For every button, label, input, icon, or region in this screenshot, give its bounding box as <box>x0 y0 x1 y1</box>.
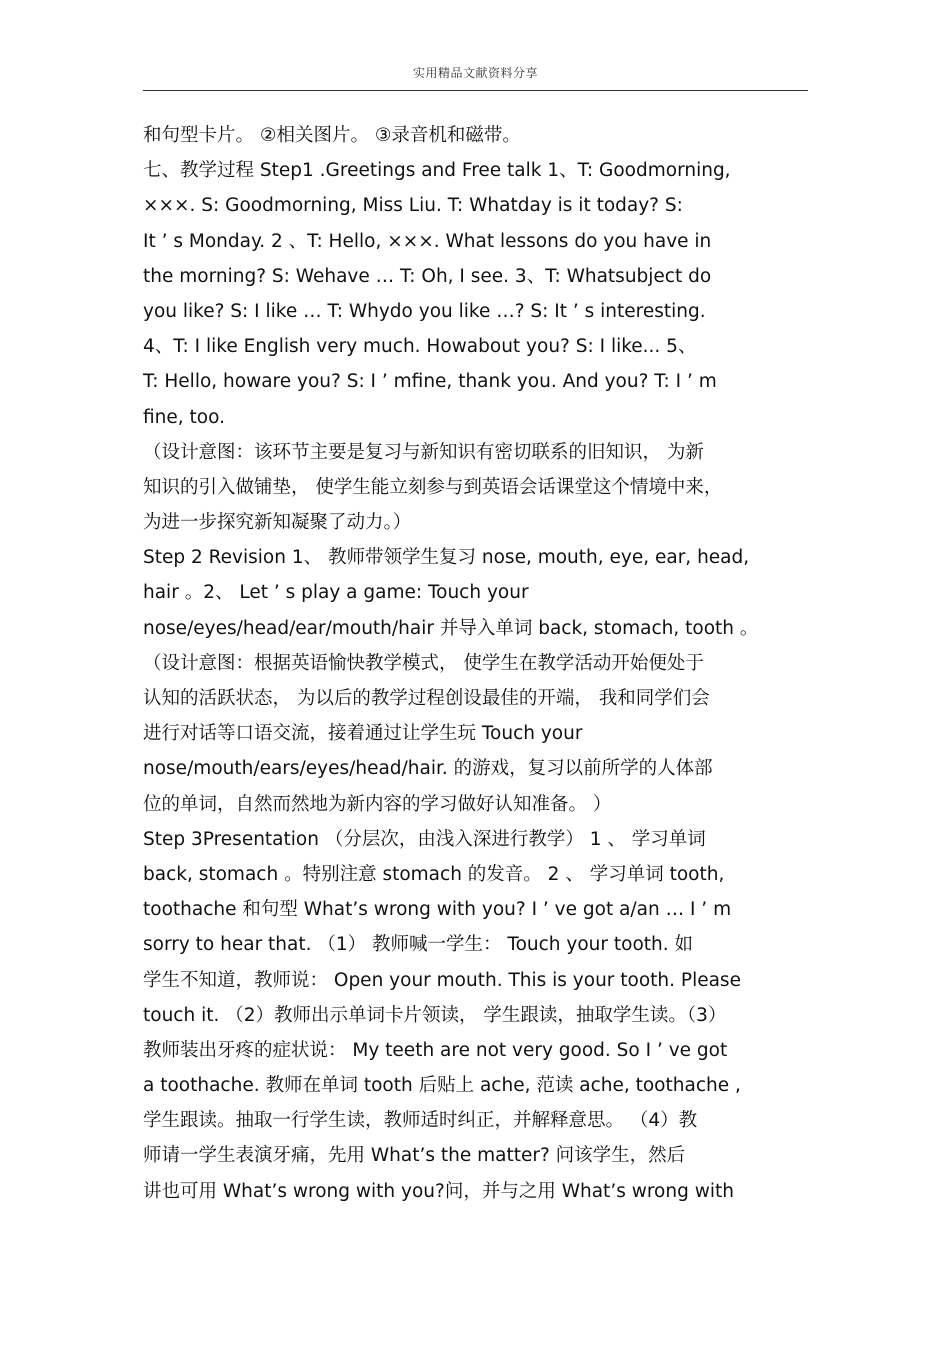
body-line: toothache 和句型 What’s wrong with you? I ’ ve got a/an … I ’ m <box>143 899 732 921</box>
body-line: 师请一学生表演牙痛，先用 What’s the matter? 问该学生，然后 <box>143 1145 686 1167</box>
body-line: you like? S: I like … T: Whydo you like …? S: It ’ s interesting. <box>143 300 706 322</box>
body-line: a toothache. 教师在单词 tooth 后贴上 ache, 范读 ache, toothache , <box>143 1075 741 1097</box>
page-header: 实用精品文献资料分享 <box>412 66 538 80</box>
body-line: 教师装出牙疼的症状说： My teeth are not very good. So I ’ ve got <box>143 1039 728 1061</box>
body-line: hair 。2、 Let ’ s play a game: Touch your <box>143 582 529 604</box>
body-line: touch it. （2）教师出示单词卡片领读， 学生跟读，抽取学生读。（3） <box>143 1004 727 1026</box>
body-line: 进行对话等口语交流，接着通过让学生玩 Touch your <box>143 723 583 745</box>
body-line: T: Hello, howare you? S: I ’ mfine, thank you. And you? T: I ’ m <box>143 371 717 393</box>
body-line: 学生不知道，教师说： Open your mouth. This is your tooth. Please <box>143 969 741 991</box>
body-line: fine, too. <box>143 406 225 428</box>
body-line: 七、教学过程 Step1 .Greetings and Free talk 1、T: Goodmorning, <box>143 160 731 182</box>
body-line: 和句型卡片。 ②相关图片。 ③录音机和磁带。 <box>143 125 521 146</box>
body-line: 为进一步探究新知凝聚了动力。） <box>143 512 412 534</box>
body-line: Step 2 Revision 1、 教师带领学生复习 nose, mouth, eye, ear, head, <box>143 547 750 569</box>
body-line: Step 3Presentation （分层次，由浅入深进行教学） 1 、 学习单词 <box>143 828 706 850</box>
body-line: 认知的活跃状态， 为以后的教学过程创设最佳的开端， 我和同学们会 <box>143 688 710 709</box>
body-line: 学生跟读。抽取一行学生读，教师适时纠正，并解释意思。 （4）教 <box>143 1110 698 1132</box>
document-body <box>143 118 823 1209</box>
header-divider <box>143 90 808 91</box>
body-line: nose/eyes/head/ear/mouth/hair 并导入单词 back, stomach, tooth 。 <box>143 617 759 639</box>
body-line: 知识的引入做铺垫， 使学生能立刻参与到英语会话课堂这个情境中来， <box>143 476 723 498</box>
body-line: 4、T: I like English very much. Howabout you? S: I like... 5、 <box>143 336 697 358</box>
body-line: （设计意图：根据英语愉快教学模式， 使学生在教学活动开始便处于 <box>143 652 704 674</box>
body-line: （设计意图：该环节主要是复习与新知识有密切联系的旧知识， 为新 <box>143 441 704 463</box>
body-line: the morning? S: Wehave … T: Oh, I see. 3、T: Whatsubject do <box>143 265 712 287</box>
body-line: nose/mouth/ears/eyes/head/hair. 的游戏，复习以前所学的人体部 <box>143 758 713 780</box>
body-line: 位的单词，自然而然地为新内容的学习做好认知准备。 ） <box>143 793 612 815</box>
body-line: back, stomach 。特别注意 stomach 的发音。 2 、 学习单词 tooth, <box>143 863 725 885</box>
body-line: sorry to hear that. （1） 教师喊一学生： Touch your tooth. 如 <box>143 934 694 956</box>
body-line: ×××. S: Goodmorning, Miss Liu. T: Whatday is it today? S: <box>143 195 683 217</box>
body-line: It ’ s Monday. 2 、T: Hello, ×××. What lessons do you have in <box>143 230 712 252</box>
body-line: 讲也可用 What’s wrong with you?问，并与之用 What’s wrong with <box>143 1180 734 1202</box>
